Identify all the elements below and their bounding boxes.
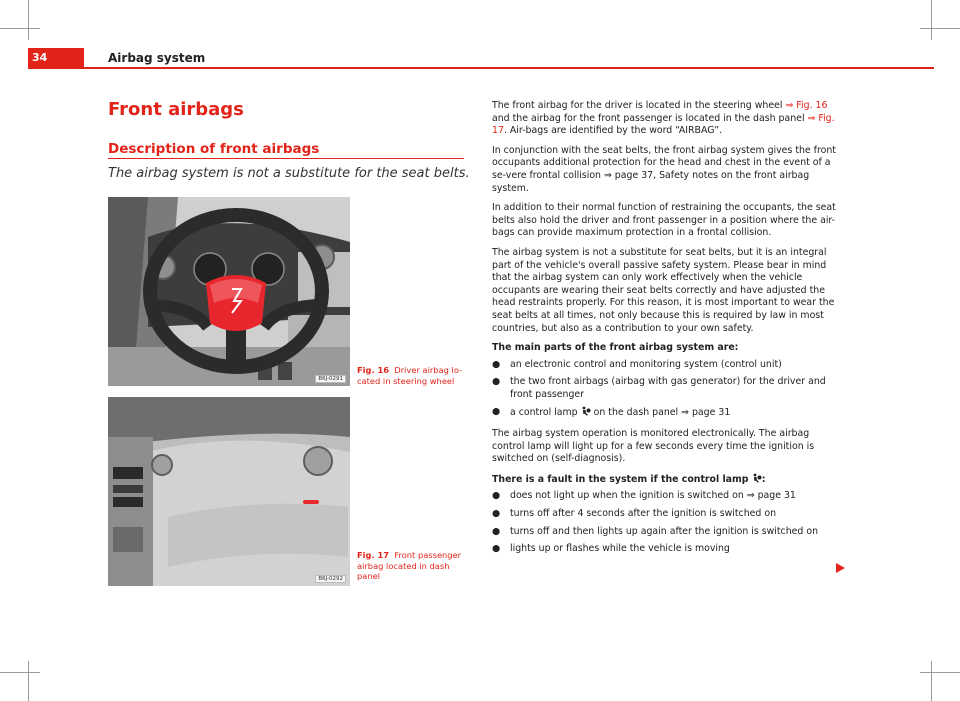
figure-code: B6J-0291 [315, 375, 346, 383]
figure-steering-wheel [108, 197, 350, 386]
sub-heading-rule [108, 158, 464, 159]
list-item [492, 406, 844, 420]
list-item-text: on the dash panel ⇒ page 31 [590, 407, 731, 419]
crop-mark [920, 672, 960, 673]
text: : [761, 473, 766, 485]
figure-label: Fig. 16 [357, 365, 390, 375]
figure-caption-text: Driver airbag lo-cated in steering wheel [357, 365, 463, 386]
list-item-text: lights up or flashes while the vehicle is moving [510, 543, 730, 555]
text: . Air-bags are identified by the word “AIRBAG”. [503, 125, 723, 137]
page-heading: Front airbags [108, 99, 244, 120]
list-item-text: turns off and then lights up again after the ignition is switched on [510, 525, 819, 537]
figure-reference-link[interactable]: ⇒ Fig. 17 [492, 112, 835, 137]
crop-mark [0, 672, 40, 673]
list-item [492, 508, 844, 521]
figure-passenger-dash [108, 397, 350, 586]
list-item-text: turns off after 4 seconds after the ignition is switched on [510, 508, 777, 520]
airbag-warning-lamp-icon [752, 473, 762, 483]
airbag-warning-lamp-icon [581, 406, 591, 416]
page-number: 34 [32, 51, 48, 64]
bullet-icon: ● [492, 543, 501, 555]
crop-mark [0, 28, 40, 29]
text: The front airbag for the driver is located in the steering wheel [492, 100, 786, 111]
steering-wheel-illustration [108, 197, 350, 386]
bullet-icon: ● [492, 525, 501, 537]
figure-caption-text: Front passenger airbag located in dash panel [357, 550, 462, 581]
paragraph: The airbag system is not a substitute for seat belts, but it is an integral part of the vehicle's overall passive safety system. Please bear in mind that the airbag system can only work effectively when the vehicle occupants are wearing their seat belts correctly and have adjusted the head restraints properly. For this reason, it is most important to wear the seat belts at all times, not only because this is required by law in most countries, but also as a contribution to your own safety. [492, 246, 835, 334]
bullet-icon: ● [492, 490, 501, 502]
crop-mark [28, 0, 29, 40]
text: and the airbag for the front passenger is located in the dash panel [492, 112, 808, 124]
bullet-icon: ● [492, 376, 501, 388]
list-item [492, 490, 844, 503]
paragraph: In conjunction with the seat belts, the front airbag system gives the front occupants additional protection for the head and chest in the event of a se-vere frontal collision ⇒ page 37, Safety notes on the front airbag system. [492, 144, 836, 194]
section-title: Airbag system [108, 51, 206, 65]
figure-code: B6J-0292 [315, 575, 346, 583]
continue-arrow-icon [836, 563, 845, 573]
crop-mark [28, 661, 29, 701]
dash-panel-illustration [108, 397, 350, 586]
lead-text: The airbag system is not a substitute for the seat belts. [108, 166, 470, 181]
paragraph [492, 100, 844, 138]
header-rule [28, 67, 934, 69]
list-item [492, 376, 844, 401]
figure-caption [357, 550, 465, 582]
crop-mark [931, 661, 932, 701]
figure-caption [357, 365, 465, 386]
bullet-icon: ● [492, 358, 501, 370]
list-item [492, 359, 844, 372]
list-item-text: the two front airbags (airbag with gas generator) for the driver and front passenger [510, 376, 826, 400]
sub-heading: Description of front airbags [108, 141, 320, 157]
paragraph: The airbag system operation is monitored electronically. The airbag control lamp will light up for a few seconds every time the ignition is switched on (self-diagnosis). [492, 428, 815, 465]
list-item-text: an electronic control and monitoring system (control unit) [510, 358, 782, 370]
figure-reference-link[interactable]: ⇒ Fig. 16 [785, 100, 828, 111]
list-item-text: does not light up when the ignition is switched on ⇒ page 31 [510, 490, 796, 502]
list-heading [492, 473, 844, 487]
crop-mark [931, 0, 932, 40]
list-heading: The main parts of the front airbag system are: [492, 342, 739, 354]
paragraph: In addition to their normal function of restraining the occupants, the seat belts also hold the driver and front passenger in a position where the air-bags can provide maximum protection in a frontal collision. [492, 202, 836, 239]
list-item-text: a control lamp [510, 407, 581, 419]
list-item [492, 526, 844, 539]
bullet-icon: ● [492, 406, 501, 418]
crop-mark [920, 28, 960, 29]
body-column [492, 100, 844, 561]
figure-label: Fig. 17 [357, 550, 390, 560]
text: There is a fault in the system if the control lamp [492, 473, 752, 485]
list-item [492, 543, 844, 556]
bullet-icon: ● [492, 508, 501, 520]
